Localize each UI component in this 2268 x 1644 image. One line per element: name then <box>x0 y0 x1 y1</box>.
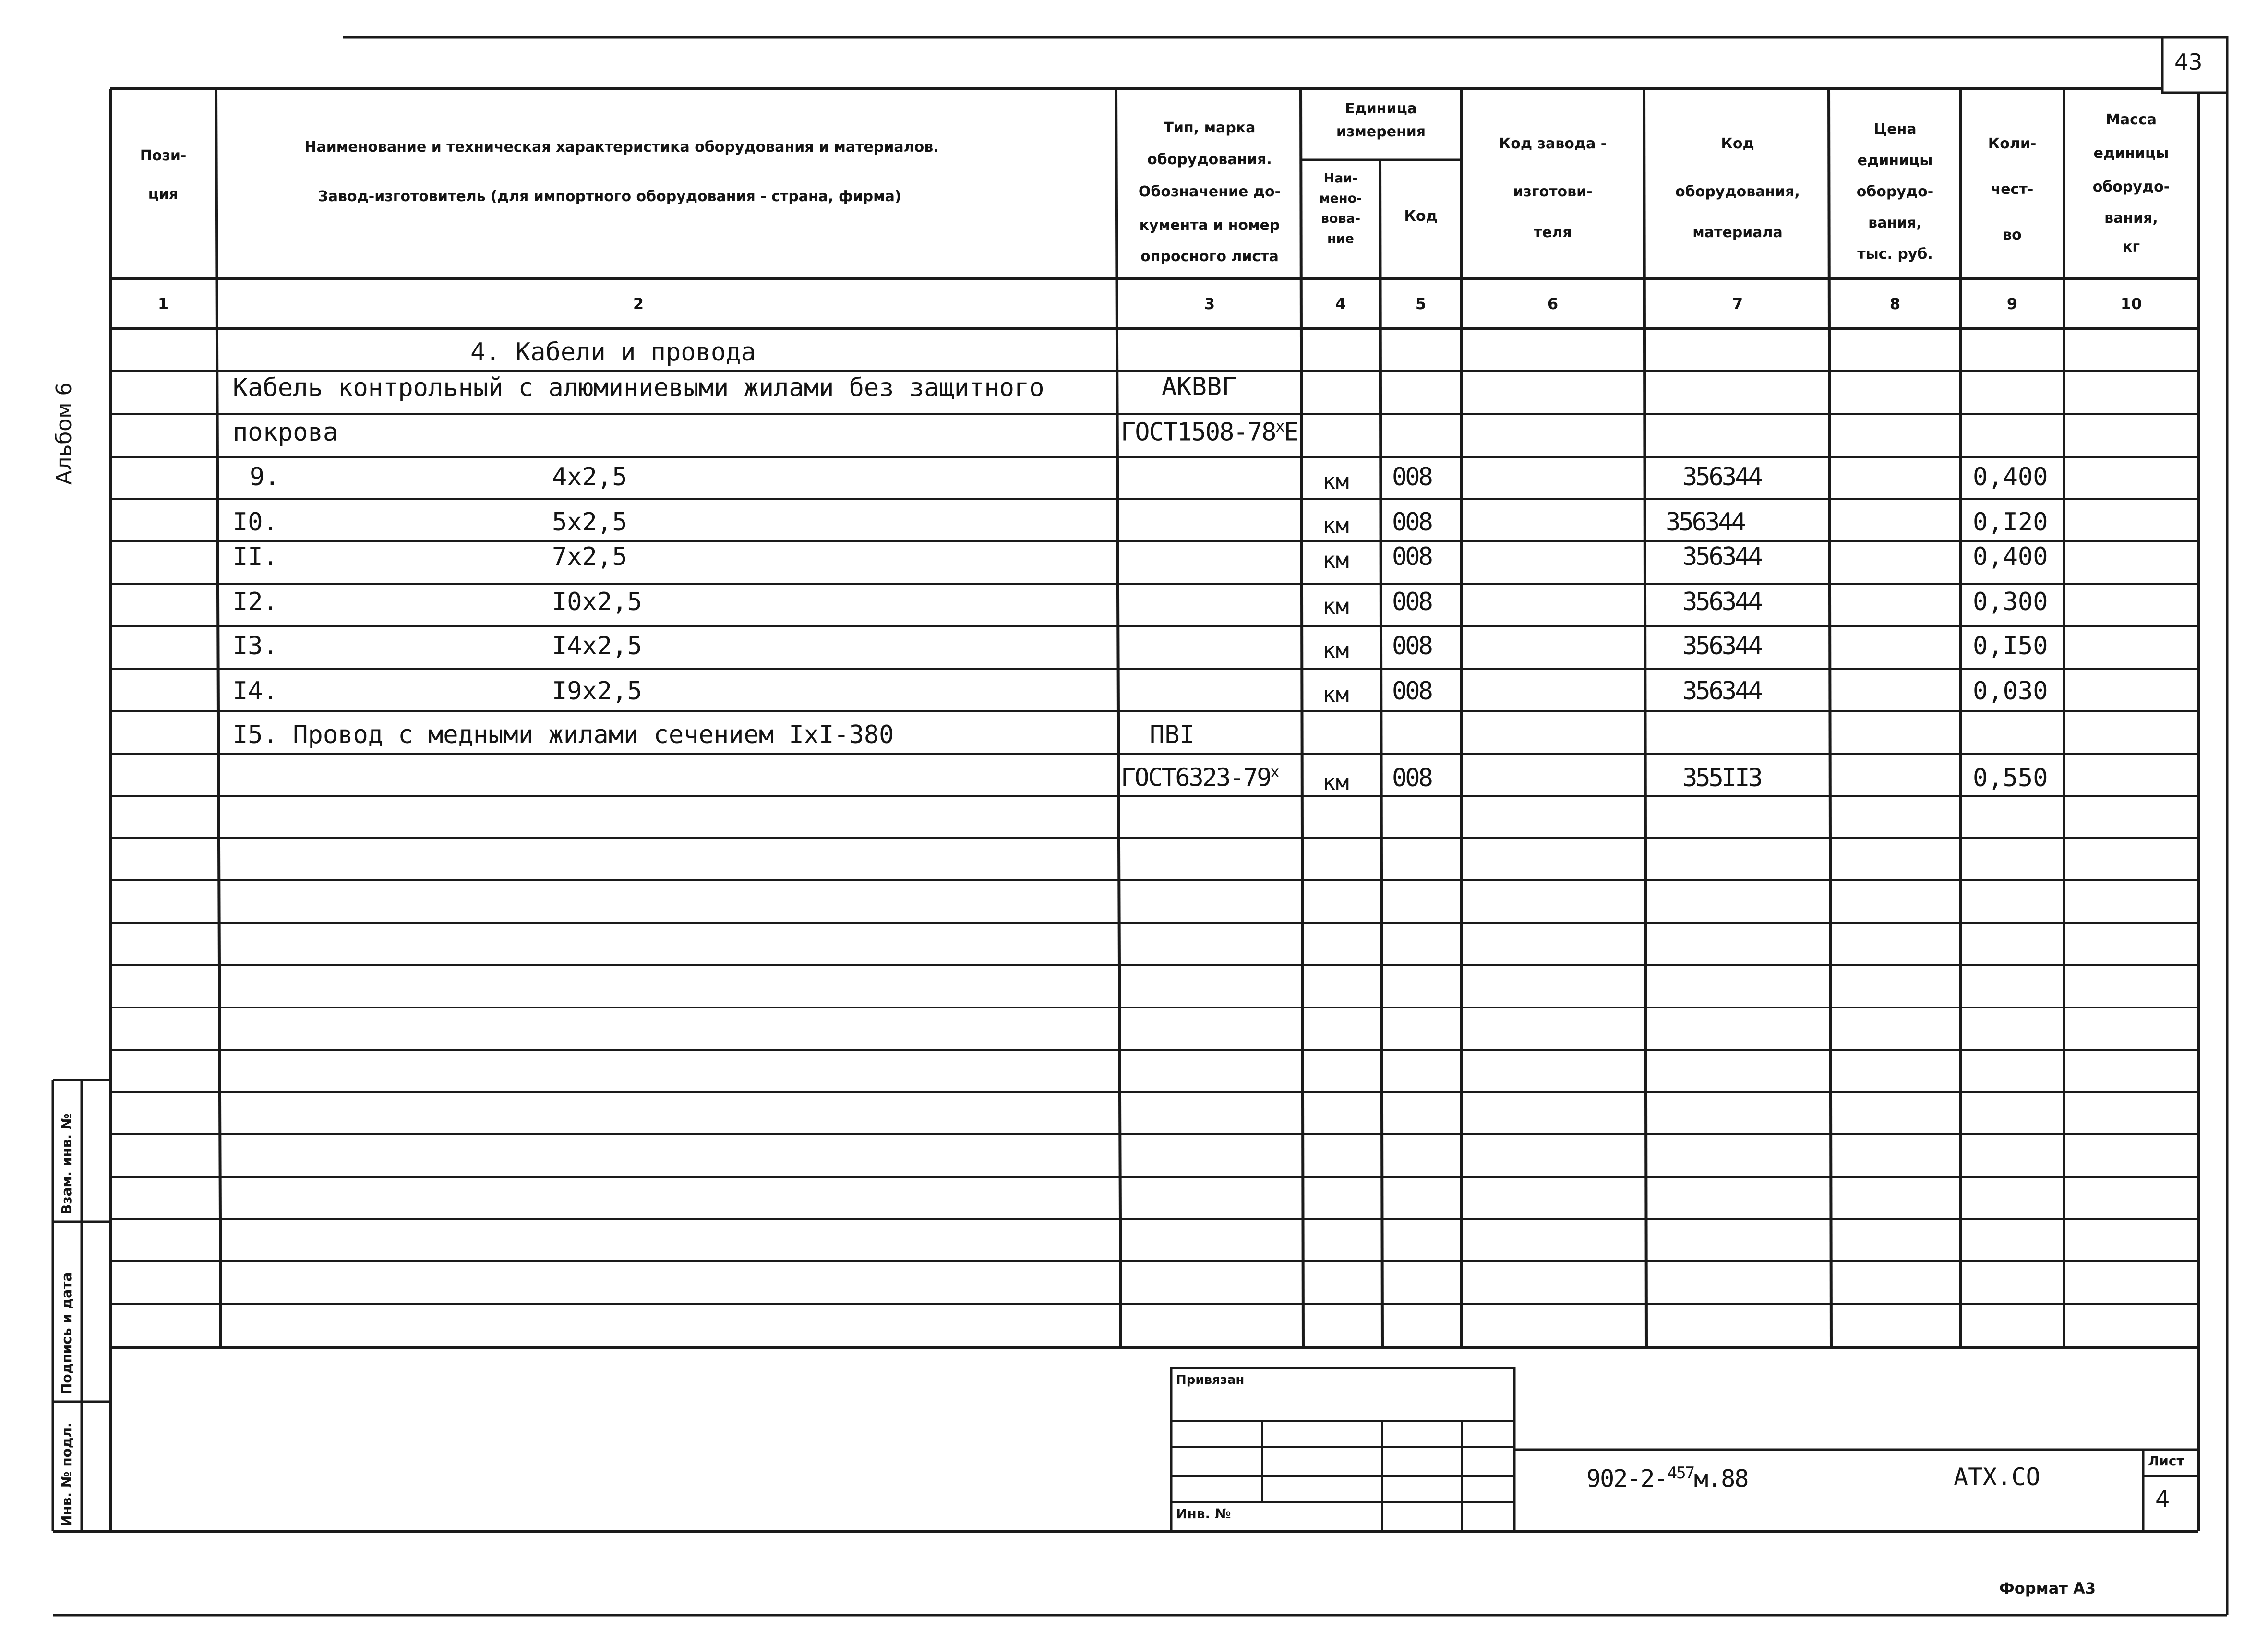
header-mass-l2: единицы <box>2093 145 2169 162</box>
col-number: 4 <box>1335 295 1346 313</box>
header-mass-l4: вания, <box>2104 210 2158 227</box>
header-type-l3: Обозначение до- <box>1138 183 1281 200</box>
header-price-l5: тыс. руб. <box>1857 246 1933 263</box>
header-type-l2: оборудования. <box>1147 151 1272 168</box>
row-material-code: 356344 <box>1682 677 1761 706</box>
row-quantity: 0,I50 <box>1973 632 2048 660</box>
side-stamp-signature-date: Подпись и дата <box>59 1272 74 1394</box>
row-unit: км <box>1322 637 1349 663</box>
wire-gost: $ГОСТ6323-79^х$ <box>1121 763 1278 792</box>
header-mass-l1: Масса <box>2106 111 2157 128</box>
album-label: Альбом 6 <box>52 382 76 485</box>
row-unit: км <box>1322 468 1349 494</box>
side-stamp-orig-inv: Инв. № подл. <box>59 1422 74 1526</box>
row-quantity: 0,I20 <box>1973 508 2048 537</box>
stamp-inv-no: Инв. № <box>1176 1506 1231 1522</box>
cable-description-line2: покрова <box>233 418 338 447</box>
row-cable-size: I9х2,5 <box>552 677 642 706</box>
row-unit-code: 008 <box>1392 463 1431 492</box>
row-quantity: 0,400 <box>1973 542 2048 571</box>
format-label: Формат А3 <box>1999 1579 2096 1597</box>
row-cable-size: 7х2,5 <box>552 542 627 571</box>
header-position-l2: ция <box>148 186 179 203</box>
header-unit-name-l2: мено- <box>1319 191 1362 206</box>
row-position: I0. <box>233 508 278 537</box>
wire-material-code: 355II3 <box>1682 764 1761 792</box>
sheet-value: 4 <box>2155 1486 2170 1513</box>
row-material-code: 356344 <box>1682 542 1761 571</box>
row-position: I4. <box>233 677 278 706</box>
row-material-code: 356344 <box>1682 632 1761 660</box>
stamp-privyazan: Привязан <box>1176 1373 1245 1387</box>
cable-type: АКВВГ <box>1162 372 1237 401</box>
row-unit-code: 008 <box>1392 632 1431 660</box>
wire-type: ПВI <box>1150 720 1195 749</box>
col-number: 1 <box>157 295 169 313</box>
wire-quantity: 0,550 <box>1973 764 2048 792</box>
header-factory-code-l1: Код завода - <box>1499 135 1607 152</box>
header-unit-code: Код <box>1404 208 1438 225</box>
col-number: 2 <box>633 295 644 313</box>
row-cable-size: 5х2,5 <box>552 508 627 537</box>
sheet-number-top: 43 <box>2174 49 2203 75</box>
header-material-code-l3: материала <box>1692 224 1783 241</box>
row-position: I2. <box>233 588 278 616</box>
header-material-code-l1: Код <box>1721 135 1754 152</box>
header-factory-code-l2: изготови- <box>1513 183 1593 200</box>
header-qty-l3: во <box>2003 227 2022 243</box>
header-unit-name-l1: Наи- <box>1323 171 1358 186</box>
row-position: 9. <box>250 463 280 492</box>
header-unit-l2: измерения <box>1336 123 1426 140</box>
row-unit-code: 008 <box>1392 677 1431 706</box>
row-material-code: 356344 <box>1682 588 1761 616</box>
row-cable-size: 4х2,5 <box>552 463 627 492</box>
row-unit: км <box>1322 547 1349 573</box>
header-price-l3: оборудо- <box>1856 183 1934 200</box>
header-unit-name-l4: ние <box>1327 231 1354 246</box>
row-quantity: 0,300 <box>1973 588 2048 616</box>
header-factory-code-l3: теля <box>1534 224 1572 241</box>
cable-description-line1: Кабель контрольный с алюминиевыми жилами без защитного <box>233 373 1044 402</box>
header-unit-name-l3: вова- <box>1320 211 1361 226</box>
col-number: 5 <box>1415 295 1427 313</box>
header-type-l5: опросного листа <box>1140 248 1279 265</box>
header-qty-l2: чест- <box>1991 181 2034 198</box>
cable-gost: $ГОСТ1508-78^хЕ$ <box>1121 417 1298 447</box>
row-unit-code: 008 <box>1392 588 1431 616</box>
row-unit-code: 008 <box>1392 542 1431 571</box>
header-qty-l1: Коли- <box>1988 135 2037 152</box>
header-type-l1: Тип, марка <box>1164 120 1256 136</box>
row-position: II. <box>233 542 278 571</box>
row-position: I3. <box>233 632 278 660</box>
header-type-l4: кумента и номер <box>1139 217 1280 234</box>
header-name-l1: Наименование и техническая характеристика оборудования и материалов. <box>304 139 939 156</box>
section-title: 4. Кабели и провода <box>470 338 756 367</box>
header-mass-l3: оборудо- <box>2092 179 2170 195</box>
row-quantity: 0,400 <box>1973 463 2048 492</box>
col-number: 9 <box>2006 295 2018 313</box>
header-name-l2: Завод-изготовитель (для импортного оборудования - страна, фирма) <box>318 188 901 205</box>
wire-description: I5. Провод с медными жилами сечением IхI-380 <box>233 720 894 749</box>
col-number: 7 <box>1732 295 1743 313</box>
wire-unit: км <box>1322 769 1349 795</box>
header-position-l1: Пози- <box>140 147 187 164</box>
header-price-l1: Цена <box>1873 121 1917 138</box>
col-number: 10 <box>2120 295 2142 313</box>
side-stamp-replaced-inv: Взам. инв. № <box>59 1113 74 1214</box>
col-number: 8 <box>1889 295 1901 313</box>
row-unit-code: 008 <box>1392 508 1431 537</box>
header-material-code-l2: оборудования, <box>1675 183 1800 200</box>
col-number: 6 <box>1547 295 1559 313</box>
row-cable-size: I0х2,5 <box>552 588 642 616</box>
header-price-l4: вания, <box>1868 215 1922 231</box>
wire-unit-code: 008 <box>1392 764 1431 792</box>
col-number: 3 <box>1204 295 1215 313</box>
document-code: 902-2-$^{457}$м.88 <box>1586 1464 1748 1493</box>
header-price-l2: единицы <box>1857 152 1933 169</box>
row-unit: км <box>1322 593 1349 619</box>
row-cable-size: I4х2,5 <box>552 632 642 660</box>
header-unit-l1: Единица <box>1345 100 1417 117</box>
row-unit: км <box>1322 513 1349 539</box>
sheet-label: Лист <box>2148 1453 2184 1469</box>
row-material-code: 356344 <box>1682 463 1761 492</box>
row-quantity: 0,030 <box>1973 677 2048 706</box>
row-material-code: 356344 <box>1666 508 1744 537</box>
document-mark: АТХ.СО <box>1954 1463 2040 1491</box>
header-mass-l5: кг <box>2122 239 2140 255</box>
row-unit: км <box>1322 682 1349 708</box>
